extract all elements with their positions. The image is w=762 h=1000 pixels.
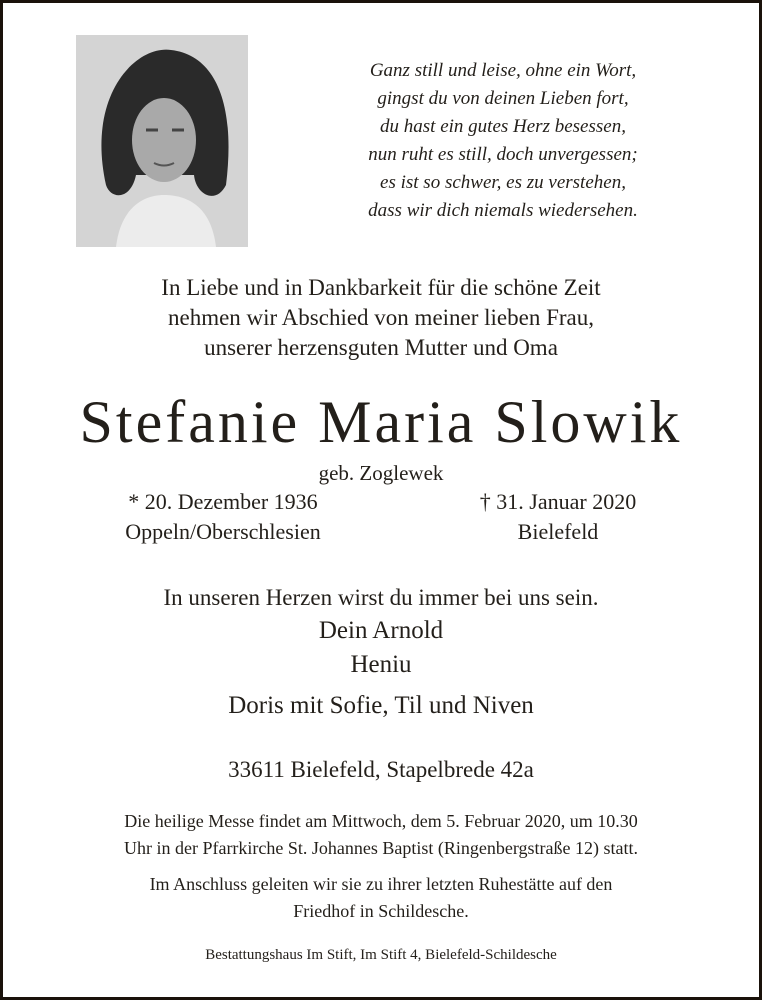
poem-line: dass wir dich niemals wiedersehen. — [368, 200, 638, 221]
burial-line: Friedhof in Schildesche. — [293, 901, 469, 921]
poem-line: es ist so schwer, es zu verstehen, — [380, 172, 626, 193]
intro-line: nehmen wir Abschied von meiner lieben Frau, — [167, 305, 595, 330]
poem-line: gingst du von deinen Lieben fort, — [377, 88, 629, 109]
poem-line: du hast ein gutes Herz besessen, — [380, 116, 626, 137]
birth-date: * 20. Dezember 1936 — [128, 489, 318, 514]
poem-line: nun ruht es still, doch unvergessen; — [368, 144, 638, 165]
portrait-photo — [76, 35, 248, 247]
mourner: Dein Arnold — [318, 617, 444, 644]
death-date: † 31. Januar 2020 — [479, 489, 637, 514]
mass-line: Uhr in der Pfarrkirche St. Johannes Baptist (Ringenbergstraße 12) statt. — [123, 838, 639, 858]
poem-line: Ganz still und leise, ohne ein Wort, — [369, 60, 637, 81]
address: 33611 Bielefeld, Stapelbrede 42a — [228, 757, 534, 782]
birth-place: Oppeln/Oberschlesien — [125, 519, 321, 544]
funeral-home: Bestattungshaus Im Stift, Im Stift 4, Bielefeld-Schildesche — [205, 947, 557, 963]
intro-line: unserer herzensguten Mutter und Oma — [204, 335, 558, 360]
maiden-name: geb. Zoglewek — [318, 461, 444, 485]
mourner: Doris mit Sofie, Til und Niven — [228, 692, 534, 719]
mourner: Heniu — [350, 651, 412, 678]
burial-line: Im Anschluss geleiten wir sie zu ihrer letzten Ruhestätte auf den — [149, 874, 613, 894]
mass-line: Die heilige Messe findet am Mittwoch, dem 5. Februar 2020, um 10.30 — [124, 811, 638, 831]
deceased-name: Stefanie Maria Slowik — [79, 389, 683, 455]
farewell-line: In unseren Herzen wirst du immer bei uns sein. — [163, 585, 599, 610]
intro-line: In Liebe und in Dankbarkeit für die schöne Zeit — [161, 275, 601, 300]
death-place: Bielefeld — [517, 519, 599, 544]
